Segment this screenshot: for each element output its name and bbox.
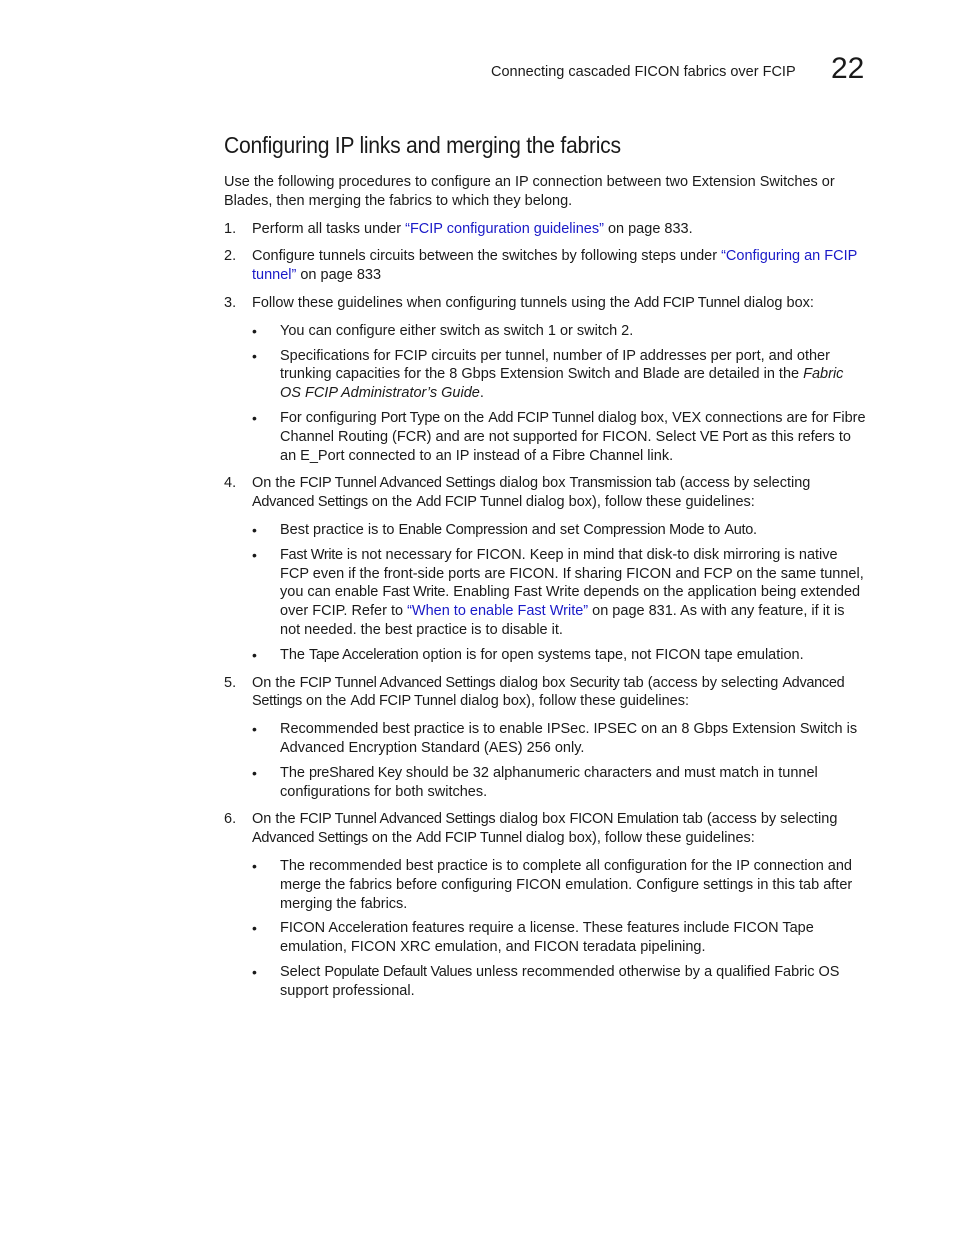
bullet-icon: • <box>252 646 257 663</box>
step-number: 3. <box>224 294 237 311</box>
ui-term: Add FCIP Tunnel <box>634 294 740 311</box>
list-item: • Select Populate Default Values unless recommended otherwise by a qualified Fabric OS support professional. <box>252 963 840 999</box>
bullet-icon: • <box>252 857 257 874</box>
list-item: • Specifications for FCIP circuits per tunnel, number of IP addresses per port, and other trunking capacities for the 8 Gbps Extension Switch and Blade are detailed in the Fabric OS FCIP Administrator’s Guide. <box>252 347 844 402</box>
step-number: 4. <box>224 475 237 492</box>
link-when-to-enable-fast-write[interactable]: “When to enable Fast Write” <box>407 603 589 620</box>
link-configuring-an-fcip-tunnel[interactable]: “Configuring an FCIP tunnel” <box>252 248 858 284</box>
list-item: • Fast Write is not necessary for FICON. Keep in mind that disk-to disk mirroring is native FCP even if the front-side ports are FICON. If sharing FICON and FCP on the same tunnel, you can enable Fast Write. Enabling Fast Write depends on the application being extended over FCIP. Refer to “When to enable Fast Write” on page 831. As with any feature, if it is not needed. the best practice is to disable it. <box>252 546 864 638</box>
running-header-title: Connecting cascaded FICON fabrics over FCIP <box>491 64 796 80</box>
step-4: 4. On the FCIP Tunnel Advanced Settings dialog box Transmission tab (access by selecting Advanced Settings on the Add FCIP Tunnel dialog box), follow these guidelines: • Best practice is to Enable Compression and set Compression Mode to Auto. • Fast Write is not necessary for FICON. Keep in mind that disk-to disk mirroring is native FCP even if the front-side ports are FICON. If sharing FICON and FCP on the same tunnel, you can enable Fast Write. Enabling Fast Write depends on the application being extended over FCIP. Refer to “When to enable Fast Write” on page 831. As with any feature, if it is not needed. the best practice is to disable it. • The Tape Acceleration option is for open systems tape, not FICON tape emulation. <box>224 474 868 664</box>
step-1: 1. Perform all tasks under “FCIP configuration guidelines” on page 833. <box>224 220 693 237</box>
guide-title: Fabric OS FCIP Administrator’s Guide <box>280 366 844 402</box>
step-6: 6. On the FCIP Tunnel Advanced Settings dialog box FICON Emulation tab (access by selecting Advanced Settings on the Add FCIP Tunnel dialog box), follow these guidelines: • The recommended best practice is to complete all configuration for the IP connection and merge the fabrics before configuring FICON emulation. Configure settings in this tab after merging the fabrics. • FICON Acceleration features require a license. These features include FICON Tape emulation, FICON XRC emulation, and FICON teradata pipelining. • Select Populate Default Values unless recommended otherwise by a qualified Fabric OS support professional. <box>224 810 868 1000</box>
body-text <box>224 173 868 1009</box>
step-5: 5. On the FCIP Tunnel Advanced Settings dialog box Security tab (access by selecting Advanced Settings on the Add FCIP Tunnel dialog box), follow these guidelines: • Recommended best practice is to enable IPSec. IPSEC on an 8 Gbps Extension Switch is Advanced Encryption Standard (AES) 256 only. • The preShared Key should be 32 alphanumeric characters and must match in tunnel configurations for both switches. <box>224 674 868 802</box>
bullet-icon: • <box>252 409 257 426</box>
step-2: 2. Configure tunnels circuits between the switches by following steps under “Configuring an FCIP tunnel” on page 833 <box>224 248 858 284</box>
chapter-number: 22 <box>831 52 865 85</box>
section-title: Configuring IP links and merging the fabrics <box>224 132 621 158</box>
bullet-icon: • <box>252 347 257 364</box>
bullet-icon: • <box>252 322 257 339</box>
bullet-icon: • <box>252 721 257 738</box>
list-item: • Best practice is to Enable Compression and set Compression Mode to Auto. <box>252 521 758 538</box>
step-number: 1. <box>224 220 237 237</box>
list-item: • For configuring Port Type on the Add FCIP Tunnel dialog box, VEX connections are for Fibre Channel Routing (FCR) and are not supported for FICON. Select VE Port as this refers to an E_Port connected to an IP instead of a Fibre Channel link. <box>252 409 866 464</box>
bullet-icon: • <box>252 521 257 538</box>
bullet-icon: • <box>252 963 257 980</box>
intro-paragraph: Use the following procedures to configure an IP connection between two Extension Switches or Blades, then merging the fabrics to which they belong. <box>224 174 835 209</box>
step-number: 2. <box>224 248 237 265</box>
link-fcip-configuration-guidelines[interactable]: “FCIP configuration guidelines” <box>405 220 604 237</box>
list-item: • The preShared Key should be 32 alphanumeric characters and must match in tunnel configurations for both switches. <box>252 764 818 800</box>
list-item: • The Tape Acceleration option is for open systems tape, not FICON tape emulation. <box>252 646 804 663</box>
bullet-icon: • <box>252 546 257 563</box>
bullet-icon: • <box>252 764 257 781</box>
list-item: • FICON Acceleration features require a license. These features include FICON Tape emulation, FICON XRC emulation, and FICON teradata pipelining. <box>252 920 814 956</box>
list-item: • Recommended best practice is to enable IPSec. IPSEC on an 8 Gbps Extension Switch is Advanced Encryption Standard (AES) 256 only. <box>252 721 858 756</box>
step-3: 3. Follow these guidelines when configuring tunnels using the Add FCIP Tunnel dialog box: • You can configure either switch as switch 1 or switch 2. • Specifications for FCIP circuits per tunnel, number of IP addresses per port, and other trunking capacities for the 8 Gbps Extension Switch and Blade are detailed in the Fabric OS FCIP Administrator’s Guide. • For configuring Port Type on the Add FCIP Tunnel dialog box, VEX connections are for Fibre Channel Routing (FCR) and are not supported for FICON. Select VE Port as this refers to an E_Port connected to an IP instead of a Fibre Channel link. <box>224 294 868 465</box>
step-number: 5. <box>224 674 237 691</box>
step-number: 6. <box>224 811 237 828</box>
list-item: • You can configure either switch as switch 1 or switch 2. <box>252 322 634 339</box>
list-item: • The recommended best practice is to complete all configuration for the IP connection and merge the fabrics before configuring FICON emulation. Configure settings in this tab after merging the fabrics. <box>252 857 853 912</box>
bullet-icon: • <box>252 920 257 937</box>
